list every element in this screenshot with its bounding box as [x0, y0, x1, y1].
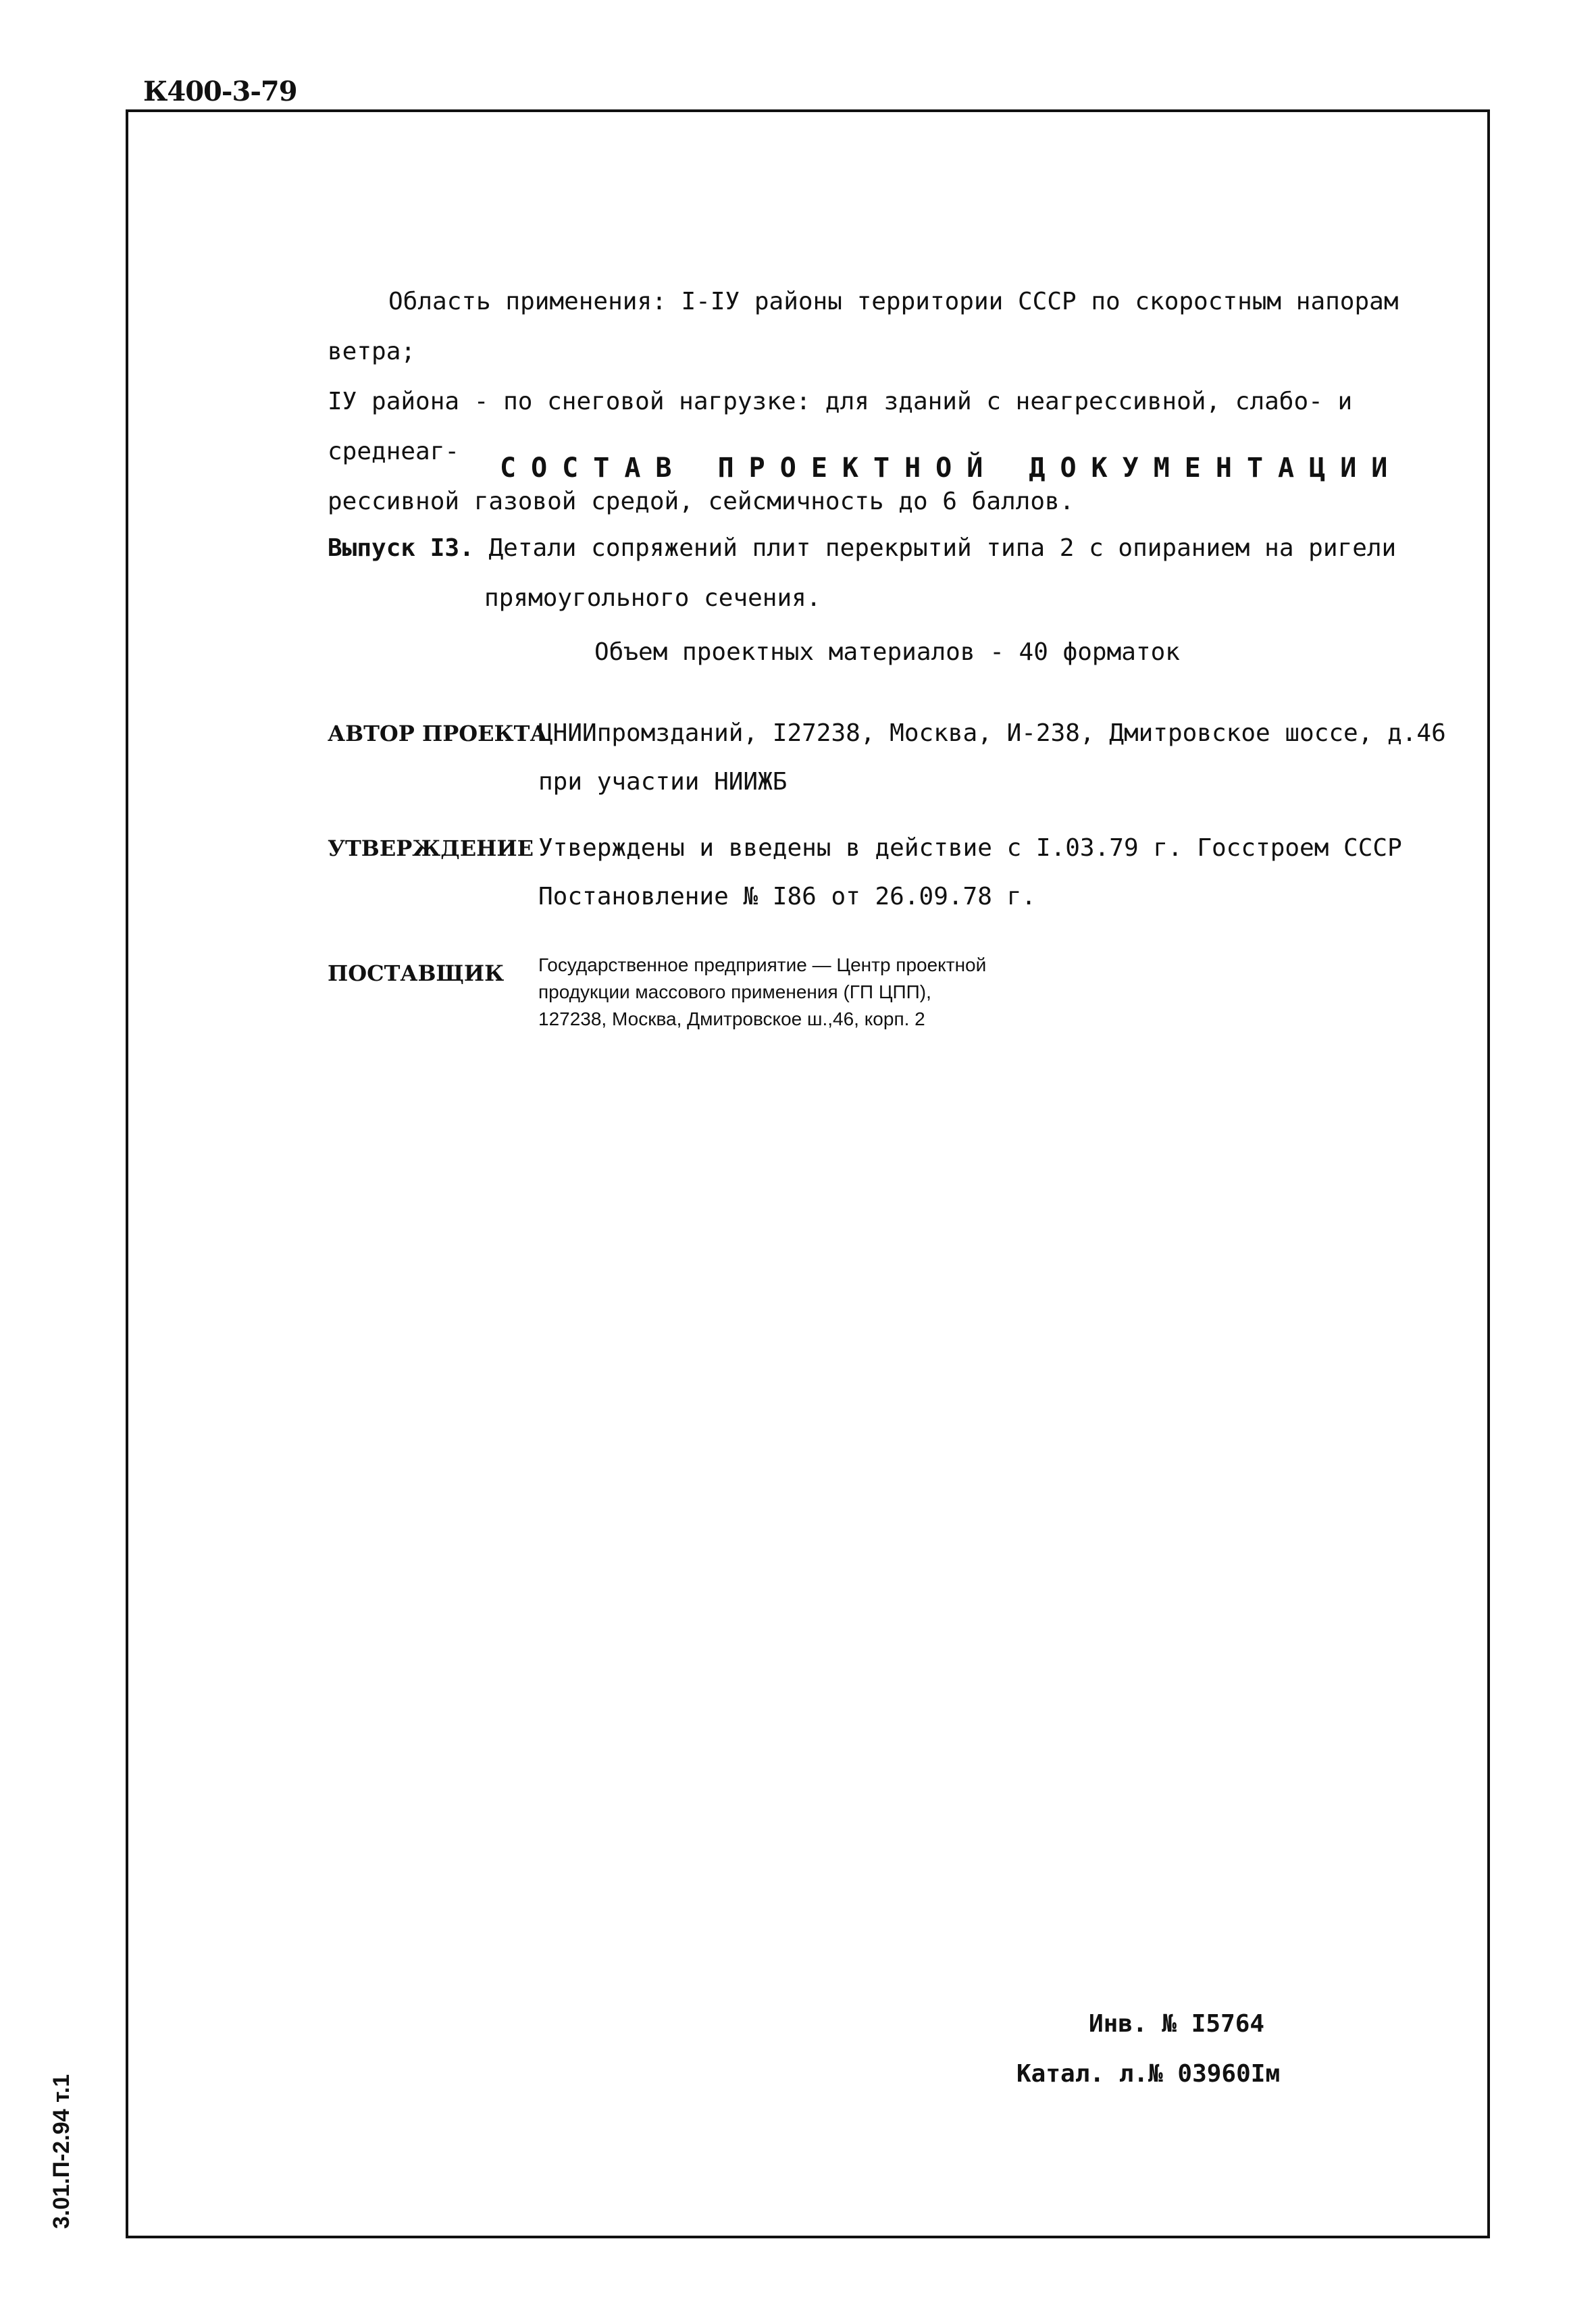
approval-label: УТВЕРЖДЕНИЕ: [328, 835, 534, 861]
supplier-line-3: 127238, Москва, Дмитровское ш.,46, корп. 2: [538, 1008, 925, 1029]
side-stamp: 3.01.П-2.94 т.1: [49, 2074, 74, 2229]
scope-paragraph: [328, 277, 1476, 527]
volume-line: Объем проектных материалов - 40 форматок: [594, 638, 1180, 666]
scope-line-2: IУ района - по снеговой нагрузке: для зданий с неагрессивной, слабо- и среднеаг-: [328, 388, 1353, 465]
scope-line-3: рессивной газовой средой, сейсмичность до 6 баллов.: [328, 488, 1075, 515]
author-line-2: при участии НИИЖБ: [538, 768, 788, 796]
inventory-number: Инв. № I5764: [1089, 2010, 1265, 2038]
inventory-block: [1016, 1999, 1280, 2099]
approval-line-1: Утверждены и введены в действие с I.03.79 г. Госстроем СССР: [538, 834, 1402, 862]
issue-title: Детали сопряжений плит перекрытий типа 2 с опиранием на ригели: [488, 534, 1397, 562]
supplier-line-1: Государственное предприятие — Центр проектной: [538, 954, 987, 975]
issue-line-2: прямоугольного сечения.: [484, 584, 821, 612]
issue-block: [328, 523, 1462, 623]
author-label: АВТОР ПРОЕКТА: [328, 721, 548, 746]
issue-number: Выпуск I3.: [328, 534, 474, 562]
author-line-1: ЦНИИпромзданий, I27238, Москва, И-238, Дмитровское шоссе, д.46: [538, 719, 1446, 747]
approval-line-2: Постановление № I86 от 26.09.78 г.: [538, 883, 1036, 910]
document-code: К400-3-79: [143, 76, 297, 107]
issue-line-1: [328, 523, 1462, 573]
supplier-value: [538, 952, 1470, 1033]
supplier-line-2: продукции массового применения (ГП ЦПП),: [538, 981, 931, 1002]
supplier-label: ПОСТАВЩИК: [328, 960, 505, 986]
scope-line-1: Область применения: I-IУ районы территории СССР по скоростным напорам ветра;: [328, 288, 1399, 365]
approval-value: [538, 824, 1470, 921]
section-heading: СОСТАВ ПРОЕКТНОЙ ДОКУМЕНТАЦИИ: [500, 453, 1403, 484]
catalog-number: Катал. л.№ 03960Iм: [1016, 2060, 1281, 2088]
author-value: [538, 709, 1470, 806]
